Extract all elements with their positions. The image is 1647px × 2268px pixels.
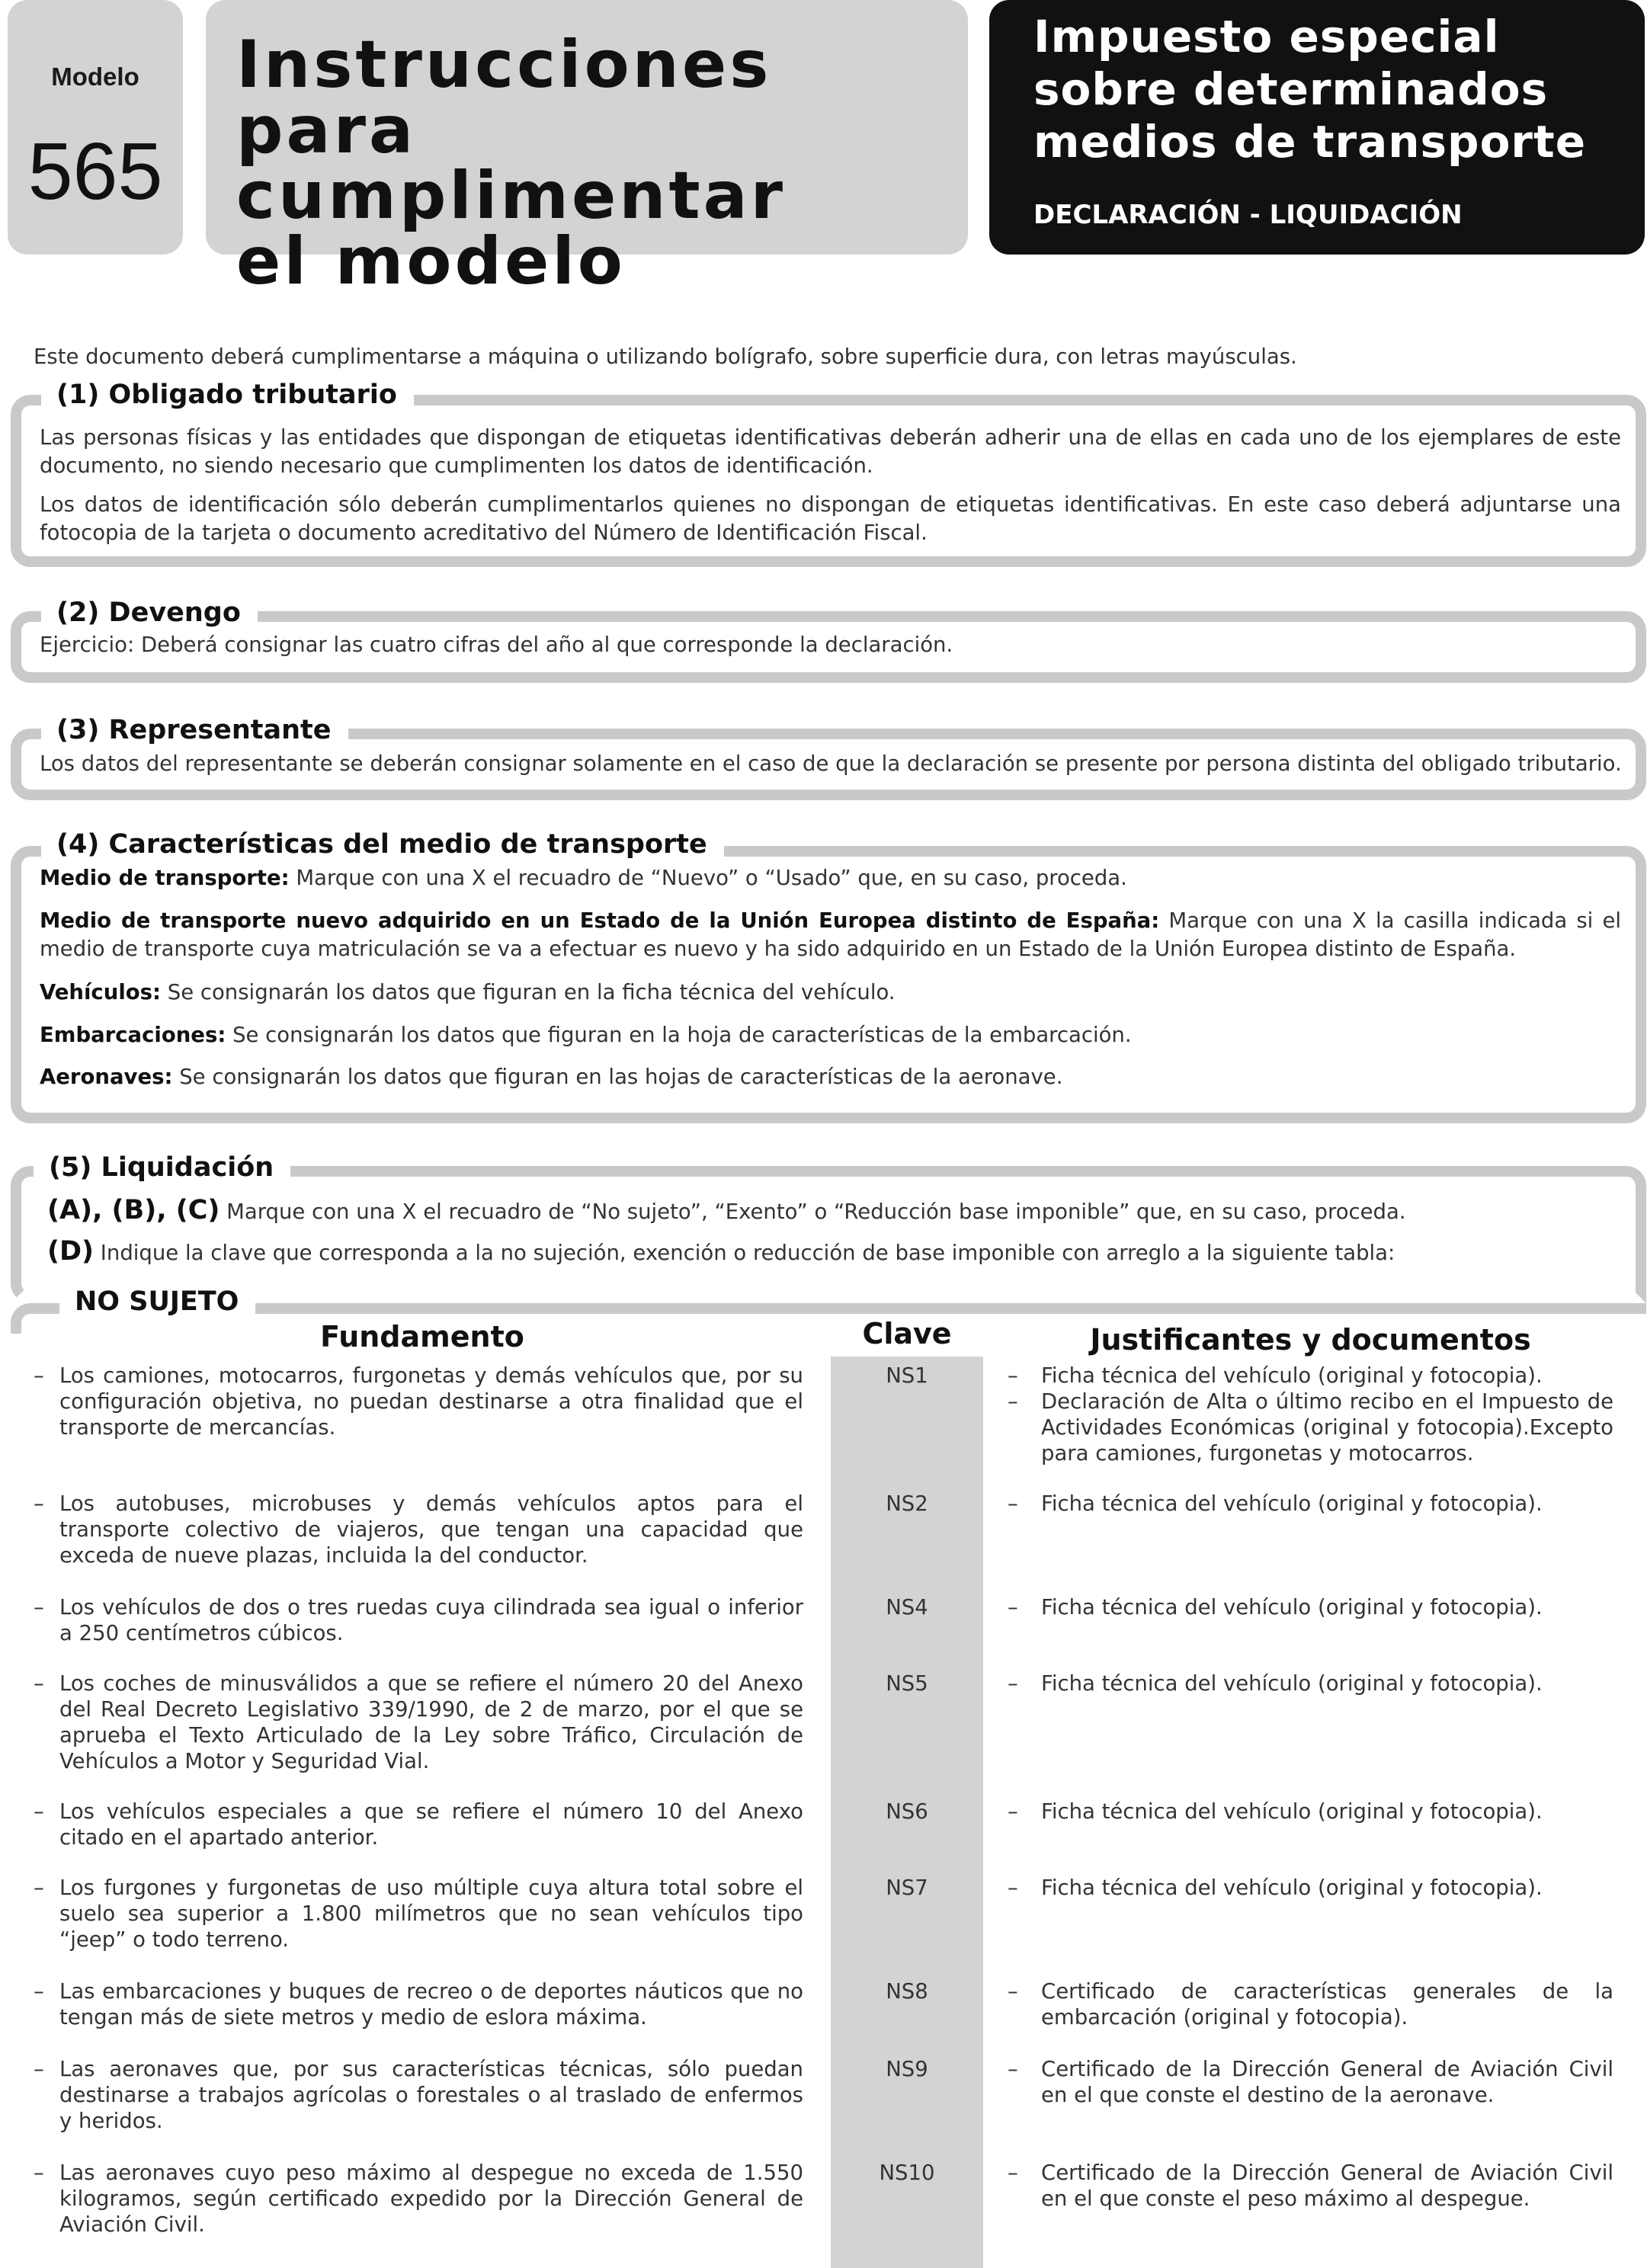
justificante-item [1008,1799,1613,1824]
justificantes-cell [1008,2160,1613,2212]
fundamento-cell [34,2160,803,2238]
fundamento-text: Los coches de minusválidos a que se refiere el número 20 del Anexo del Real Decreto Legislativo 339/1990, de 2 de marzo, por el que se aprueba el Texto Articulado de la Ley sobre Tráfico, Circulación de Vehículos a Motor y Seguridad Vial. [59,1671,803,1773]
tax-title: Impuesto especial sobre determinados medios de transporte [1033,11,1587,168]
dash-bullet: – [34,1979,44,2004]
dash-bullet: – [1008,1671,1018,1696]
dash-bullet: – [1008,2057,1018,2081]
modelo-box [8,0,183,255]
justificantes-cell [1008,1978,1613,2030]
justificante-text: Certificado de la Dirección General de Aviación Civil en el que conste el peso máximo al despegue. [1041,2161,1613,2211]
fundamento-text: Los autobuses, microbuses y demás vehículos aptos para el transporte colectivo de viajeros, que tengan una capacidad que exceda de nueve plazas, incluida la del conductor. [59,1491,803,1568]
clave-cell: NS8 [886,1979,928,2004]
page-title: Instrucciones para cumplimentar el modelo [236,27,787,300]
section-5-frame-top [11,1166,1646,1303]
clave-cell: NS9 [886,2057,928,2081]
section-4-item-aeronaves-text: Se consignarán los datos que figuran en las hojas de características de la aeronave. [172,1065,1063,1089]
fundamento-cell [34,1875,803,1952]
justificantes-cell [1008,1594,1613,1620]
fundamento-cell [34,1671,803,1774]
section-1-title: (1) Obligado tributario [41,380,414,410]
justificante-text: Certificado de características generales de la embarcación (original y fotocopia). [1041,1979,1613,2029]
fundamento-text: Las aeronaves cuyo peso máximo al despegue no exceda de 1.550 kilogramos, según certificado expedido por la Dirección General de Aviación Civil. [59,2161,803,2237]
fundamento-cell [34,1363,803,1440]
section-2-title: (2) Devengo [41,597,258,628]
section-4-item-vehiculos [40,979,1621,1007]
justificante-item [1008,2056,1613,2108]
section-4-item-embarcaciones [40,1021,1621,1049]
section-4-item-medio-text: Marque con una X el recuadro de “Nuevo” o “Usado” que, en su caso, proceda. [289,866,1127,890]
fundamento-text: Los vehículos especiales a que se refiere el número 10 del Anexo citado en el apartado anterior. [59,1799,803,1850]
dash-bullet: – [1008,2161,1018,2185]
justificante-item [1008,1671,1613,1696]
justificante-item [1008,1594,1613,1620]
section-4-item-aeronaves-label: Aeronaves: [40,1065,173,1089]
intro-text: Este documento deberá cumplimentarse a máquina o utilizando bolígrafo, sobre superficie dura, con letras mayúsculas. [34,344,1297,369]
justificante-item [1008,1491,1613,1517]
justificante-text: Certificado de la Dirección General de Aviación Civil en el que conste el destino de la aeronave. [1041,2057,1613,2107]
modelo-number: 565 [27,127,163,216]
section-5-title: (5) Liquidación [34,1152,290,1183]
fundamento-cell [34,1799,803,1850]
clave-cell: NS5 [886,1671,928,1696]
fundamento-text: Los vehículos de dos o tres ruedas cuya cilindrada sea igual o inferior a 250 centímetros cúbicos. [59,1595,803,1645]
header-justificantes: Justificantes y documentos [1090,1323,1531,1357]
section-4-item-aeronaves [40,1063,1621,1091]
section-4-item-nuevo-ue-text: Marque con una X la casilla indicada si el medio de transporte cuya matriculación se va a efectuar es nuevo y ha sido adquirido en un Estado de la Unión Europea distinto de España. [40,908,1621,961]
table-title: NO SUJETO [59,1286,255,1317]
justificante-text: Ficha técnica del vehículo (original y fotocopia). [1041,1876,1543,1900]
section-4-item-medio-label: Medio de transporte: [40,866,290,890]
clave-cell: NS10 [879,2161,935,2185]
clave-cell: NS1 [886,1363,928,1388]
justificantes-cell [1008,1799,1613,1824]
justificante-item [1008,1875,1613,1901]
section-5-line-abc-text: Marque con una X el recuadro de “No sujeto”, “Exento” o “Reducción base imponible” que, en su caso, proceda. [219,1200,1406,1224]
justificante-text: Declaración de Alta o último recibo en el Impuesto de Actividades Económicas (original y fotocopia).Excepto para camiones, furgonetas y motocarros. [1041,1389,1613,1466]
section-2-paragraph: Ejercicio: Deberá consignar las cuatro cifras del año al que corresponde la declaración. [40,633,953,657]
dash-bullet: – [1008,1979,1018,2004]
justificantes-cell [1008,1491,1613,1517]
section-4-item-vehiculos-text: Se consignarán los datos que figuran en la ficha técnica del vehículo. [161,980,896,1004]
dash-bullet: – [1008,1389,1018,1414]
dash-bullet: – [34,1363,44,1388]
section-5-line-d-label: (D) [47,1236,95,1267]
justificante-item [1008,2160,1613,2212]
fundamento-text: Los furgones y furgonetas de uso múltiple cuya altura total sobre el suelo sea superior a 1.800 milímetros que no sean vehículos tipo “jeep” o todo terreno. [59,1876,803,1952]
dash-bullet: – [34,1595,44,1619]
dash-bullet: – [34,2057,44,2081]
section-4-item-embarcaciones-text: Se consignarán los datos que figuran en la hoja de características de la embarcación. [226,1023,1132,1047]
tax-subtitle: DECLARACIÓN - LIQUIDACIÓN [1033,200,1463,230]
section-3-title: (3) Representante [41,715,348,745]
section-3-paragraph: Los datos del representante se deberán consignar solamente en el caso de que la declaración se presente por persona distinta del obligado tributario. [40,751,1622,776]
section-4-item-embarcaciones-label: Embarcaciones: [40,1023,226,1047]
fundamento-cell [34,1978,803,2030]
section-1-paragraph-1: Las personas físicas y las entidades que dispongan de etiquetas identificativas deberán adherir una de ellas en cada uno de los ejemplares de este documento, no siendo necesario que cumplimenten los datos de identificación. [40,425,1621,478]
header-clave: Clave [862,1317,952,1350]
fundamento-text: Las aeronaves que, por sus características técnicas, sólo puedan destinarse a trabajos agrícolas o forestales o al traslado de enfermos y heridos. [59,2057,803,2133]
tax-box [989,0,1645,255]
dash-bullet: – [1008,1595,1018,1619]
justificante-item [1008,1363,1613,1389]
section-4-item-nuevo-ue-label: Medio de transporte nuevo adquirido en un Estado de la Unión Europea distinto de España: [40,908,1160,933]
dash-bullet: – [1008,1799,1018,1824]
fundamento-cell [34,1491,803,1568]
section-5-line-abc-label: (A), (B), (C) [47,1195,220,1225]
fundamento-text: Los camiones, motocarros, furgonetas y demás vehículos que, por su configuración objetiva, no puedan destinarse a otra finalidad que el transporte de mercancías. [59,1363,803,1440]
dash-bullet: – [34,2161,44,2185]
section-4-title: (4) Características del medio de transporte [41,829,724,860]
justificante-text: Ficha técnica del vehículo (original y fotocopia). [1041,1595,1543,1619]
justificante-text: Ficha técnica del vehículo (original y fotocopia). [1041,1671,1543,1696]
justificante-text: Ficha técnica del vehículo (original y fotocopia). [1041,1799,1543,1824]
section-5-line-d-text: Indique la clave que corresponda a la no sujeción, exención o reducción de base imponible con arreglo a la siguiente tabla: [94,1241,1395,1265]
dash-bullet: – [1008,1491,1018,1516]
justificante-text: Ficha técnica del vehículo (original y fotocopia). [1041,1491,1543,1516]
section-5-line-abc [47,1196,1629,1226]
dash-bullet: – [34,1799,44,1824]
section-1-paragraph-2: Los datos de identificación sólo deberán cumplimentarlos quienes no dispongan de etiquetas identificativas. En este caso deberá adjuntarse una fotocopia de la tarjeta o documento acreditativo del Número de Identificación Fiscal. [40,492,1621,545]
section-5-line-d [47,1238,1629,1267]
dash-bullet: – [34,1876,44,1900]
clave-cell: NS7 [886,1876,928,1900]
justificantes-cell [1008,1875,1613,1901]
fundamento-cell [34,2056,803,2134]
justificante-text: Ficha técnica del vehículo (original y fotocopia). [1041,1363,1543,1388]
header-fundamento: Fundamento [320,1320,524,1353]
clave-cell: NS6 [886,1799,928,1824]
section-4-item-medio [40,864,1621,892]
justificantes-cell [1008,1363,1613,1466]
title-box [206,0,968,300]
fundamento-cell [34,1594,803,1646]
dash-bullet: – [34,1671,44,1696]
dash-bullet: – [1008,1876,1018,1900]
dash-bullet: – [1008,1363,1018,1388]
section-4-item-vehiculos-label: Vehículos: [40,980,161,1004]
modelo-label: Modelo [51,62,139,91]
clave-cell: NS2 [886,1491,928,1516]
clave-cell: NS4 [886,1595,928,1619]
section-4-item-nuevo-ue [40,907,1621,963]
dash-bullet: – [34,1491,44,1516]
fundamento-text: Las embarcaciones y buques de recreo o de deportes náuticos que no tengan más de siete metros y medio de eslora máxima. [59,1979,803,2029]
justificantes-cell [1008,1671,1613,1696]
justificante-item [1008,1389,1613,1466]
justificante-item [1008,1978,1613,2030]
justificantes-cell [1008,2056,1613,2108]
